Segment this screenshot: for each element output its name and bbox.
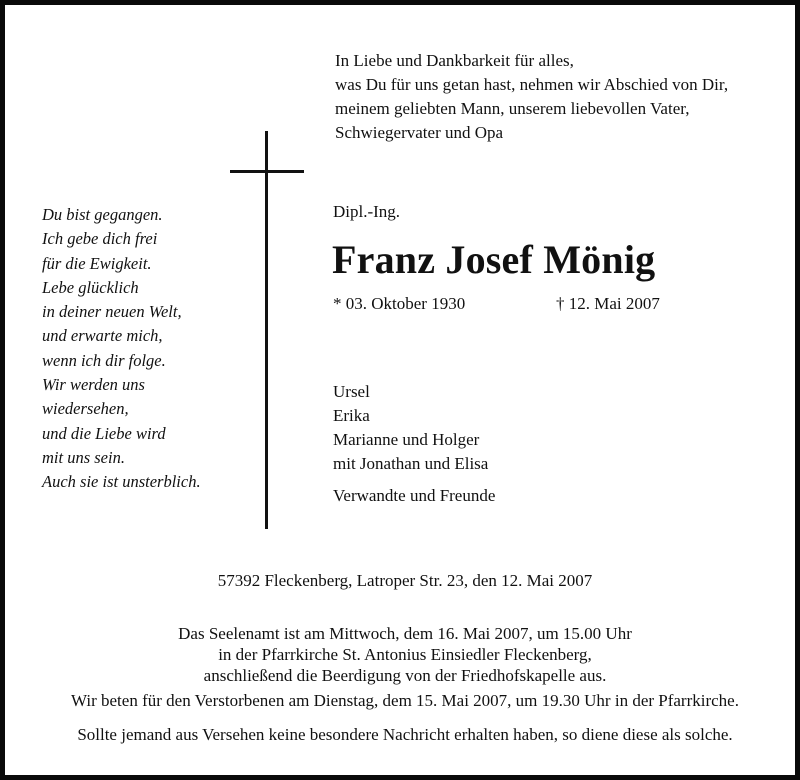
academic-title: Dipl.-Ing.: [333, 202, 401, 221]
poem-line: Lebe glücklich: [42, 277, 139, 297]
mourner-line: Marianne und Holger: [333, 430, 480, 449]
service-details: [5, 623, 800, 686]
mourner-line: mit Jonathan und Elisa: [333, 454, 489, 473]
poem-line: wenn ich dir folge.: [42, 350, 166, 370]
poem-line: und die Liebe wird: [42, 423, 166, 443]
mourner-line: Erika: [333, 406, 370, 425]
cross-horizontal-bar: [230, 170, 304, 173]
mourner-line: Ursel: [333, 382, 370, 401]
poem-line: Ich gebe dich frei: [42, 229, 158, 249]
place-and-date: 57392 Fleckenberg, Latroper Str. 23, den 12. Mai 2007: [217, 571, 593, 590]
intro-text: [335, 49, 728, 145]
cross-vertical-bar: [265, 131, 268, 529]
relatives-line: Verwandte und Freunde: [333, 486, 496, 505]
poem-line: in deiner neuen Welt,: [42, 302, 182, 322]
intro-line: meinem geliebten Mann, unserem liebevollen Vater,: [335, 99, 690, 118]
intro-line: Schwiegervater und Opa: [335, 123, 504, 142]
poem-line: Du bist gegangen.: [42, 205, 163, 224]
service-line: in der Pfarrkirche St. Antonius Einsiedler Fleckenberg,: [218, 645, 592, 664]
poem-line: für die Ewigkeit.: [42, 253, 152, 273]
death-date: † 12. Mai 2007: [556, 294, 660, 313]
deceased-name: Franz Josef Mönig: [332, 237, 656, 282]
service-line: Das Seelenamt ist am Mittwoch, dem 16. Mai 2007, um 15.00 Uhr: [178, 624, 632, 643]
mourners-list: [333, 380, 495, 508]
poem-line: Auch sie ist unsterblich.: [42, 472, 201, 492]
intro-line: In Liebe und Dankbarkeit für alles,: [335, 51, 574, 70]
prayer-notice: Wir beten für den Verstorbenen am Dienstag, dem 15. Mai 2007, um 19.30 Uhr in der Pfarrkirche.: [71, 691, 739, 710]
closing-notice: Sollte jemand aus Versehen keine besondere Nachricht erhalten haben, so diene diese als solche.: [77, 725, 733, 744]
poem-line: Wir werden uns: [42, 375, 145, 395]
poem-line: wiedersehen,: [42, 399, 129, 419]
intro-line: was Du für uns getan hast, nehmen wir Abschied von Dir,: [335, 75, 729, 94]
service-line: anschließend die Beerdigung von der Friedhofskapelle aus.: [203, 666, 607, 685]
poem-line: und erwarte mich,: [42, 326, 163, 346]
birth-date: * 03. Oktober 1930: [333, 294, 466, 313]
poem: [42, 203, 201, 495]
poem-line: mit uns sein.: [42, 447, 125, 467]
